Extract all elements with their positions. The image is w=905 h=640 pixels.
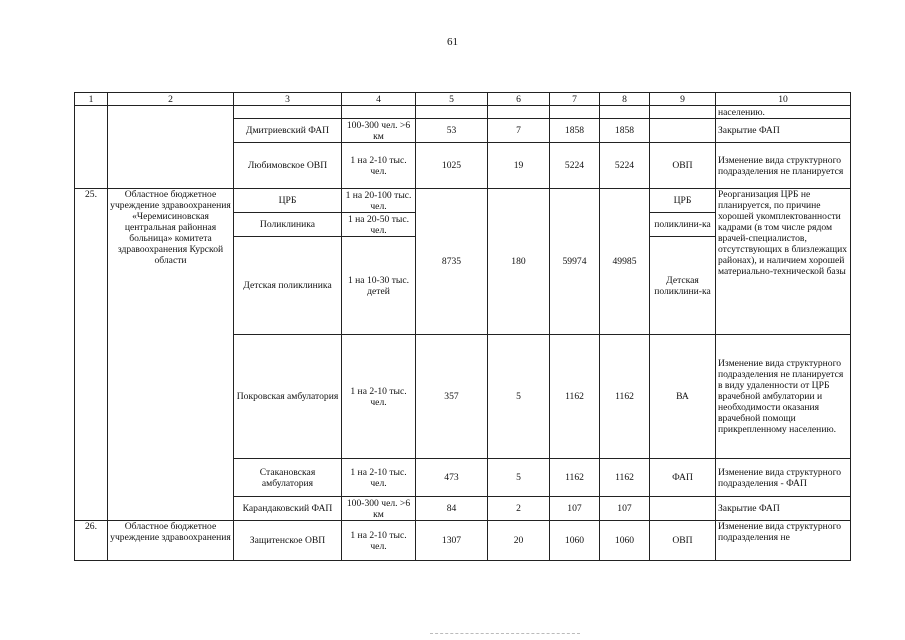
cell-children: 5 bbox=[488, 335, 550, 459]
cell-empty bbox=[600, 106, 650, 119]
col-header-4: 4 bbox=[342, 93, 416, 106]
cell-note: Закрытие ФАП bbox=[716, 119, 851, 143]
cell-organization: Областное бюджетное учреждение здравоохранения «Черемисиновская центральная районная больница» комитета здравоохранения Курской области bbox=[108, 189, 234, 521]
cell-children: 7 bbox=[488, 119, 550, 143]
cell-type bbox=[650, 119, 716, 143]
cell-type: поликлини-ка bbox=[650, 213, 716, 237]
cell-organization: Областное бюджетное учреждение здравоохранения bbox=[108, 521, 234, 561]
cell-type: ЦРБ bbox=[650, 189, 716, 213]
col-header-7: 7 bbox=[550, 93, 600, 106]
cell-empty bbox=[650, 106, 716, 119]
cell-children: 180 bbox=[488, 189, 550, 335]
cell-criteria: 1 на 20-100 тыс. чел. bbox=[342, 189, 416, 213]
cell-area-after: 1060 bbox=[600, 521, 650, 561]
cell-empty bbox=[108, 106, 234, 189]
cell-area-before: 5224 bbox=[550, 143, 600, 189]
cell-area-before: 59974 bbox=[550, 189, 600, 335]
table-row bbox=[75, 189, 851, 213]
cell-area-before: 1858 bbox=[550, 119, 600, 143]
cell-type: ОВП bbox=[650, 521, 716, 561]
cell-facility-name: Стакановская амбулатория bbox=[234, 459, 342, 497]
cell-area-before: 1162 bbox=[550, 335, 600, 459]
cell-population: 53 bbox=[416, 119, 488, 143]
col-header-1: 1 bbox=[75, 93, 108, 106]
col-header-6: 6 bbox=[488, 93, 550, 106]
table-row bbox=[75, 521, 851, 561]
cell-note: Закрытие ФАП bbox=[716, 497, 851, 521]
cell-population: 473 bbox=[416, 459, 488, 497]
cell-note: Реорганизация ЦРБ не планируется, по причине хорошей укомплектованности кадрами (в том числе рядом врачей-специалистов, отсутствующих в близлежащих районах), и наличием хорошей материально-технической базы bbox=[716, 189, 851, 335]
cell-type bbox=[650, 497, 716, 521]
cell-criteria: 1 на 2-10 тыс. чел. bbox=[342, 521, 416, 561]
cell-note: Изменение вида структурного подразделения не bbox=[716, 521, 851, 561]
cell-empty bbox=[342, 106, 416, 119]
cell-children: 20 bbox=[488, 521, 550, 561]
cell-row-number: 25. bbox=[75, 189, 108, 521]
cell-empty bbox=[416, 106, 488, 119]
cell-row-number: 26. bbox=[75, 521, 108, 561]
col-header-10: 10 bbox=[716, 93, 851, 106]
cell-area-after: 1162 bbox=[600, 335, 650, 459]
cell-children: 19 bbox=[488, 143, 550, 189]
col-header-8: 8 bbox=[600, 93, 650, 106]
facilities-table bbox=[74, 92, 851, 561]
table-row bbox=[75, 106, 851, 119]
cell-note: населению. bbox=[716, 106, 851, 119]
header-row bbox=[75, 93, 851, 106]
cell-area-before: 1060 bbox=[550, 521, 600, 561]
cell-area-after: 5224 bbox=[600, 143, 650, 189]
cell-empty bbox=[488, 106, 550, 119]
cell-note: Изменение вида структурного подразделения не планируется в виду удаленности от ЦРБ врачебной амбулатории и необходимости оказания врачебной помощи прикрепленному населению. bbox=[716, 335, 851, 459]
cell-facility-name: Карандаковский ФАП bbox=[234, 497, 342, 521]
cell-criteria: 1 на 2-10 тыс. чел. bbox=[342, 143, 416, 189]
col-header-5: 5 bbox=[416, 93, 488, 106]
cell-type: ВА bbox=[650, 335, 716, 459]
cell-population: 84 bbox=[416, 497, 488, 521]
cell-criteria: 1 на 10-30 тыс. детей bbox=[342, 237, 416, 335]
cell-note: Изменение вида структурного подразделения не планируется bbox=[716, 143, 851, 189]
cell-facility-name: Любимовское ОВП bbox=[234, 143, 342, 189]
col-header-9: 9 bbox=[650, 93, 716, 106]
cell-criteria: 100-300 чел. >6 км bbox=[342, 119, 416, 143]
cell-criteria: 1 на 20-50 тыс. чел. bbox=[342, 213, 416, 237]
cell-type: ФАП bbox=[650, 459, 716, 497]
cell-type: ОВП bbox=[650, 143, 716, 189]
cell-type: Детская поликлини-ка bbox=[650, 237, 716, 335]
cell-criteria: 100-300 чел. >6 км bbox=[342, 497, 416, 521]
cell-facility-name: Дмитриевский ФАП bbox=[234, 119, 342, 143]
cell-area-after: 1858 bbox=[600, 119, 650, 143]
cell-area-after: 49985 bbox=[600, 189, 650, 335]
cell-children: 5 bbox=[488, 459, 550, 497]
cell-note: Изменение вида структурного подразделения - ФАП bbox=[716, 459, 851, 497]
cell-empty bbox=[550, 106, 600, 119]
cell-area-before: 107 bbox=[550, 497, 600, 521]
cell-criteria: 1 на 2-10 тыс. чел. bbox=[342, 335, 416, 459]
cell-criteria: 1 на 2-10 тыс. чел. bbox=[342, 459, 416, 497]
cell-population: 1025 bbox=[416, 143, 488, 189]
col-header-3: 3 bbox=[234, 93, 342, 106]
cell-area-after: 107 bbox=[600, 497, 650, 521]
cell-facility-name: Детская поликлиника bbox=[234, 237, 342, 335]
cell-empty bbox=[234, 106, 342, 119]
cell-population: 1307 bbox=[416, 521, 488, 561]
col-header-2: 2 bbox=[108, 93, 234, 106]
page-number: 61 bbox=[447, 36, 458, 48]
cell-population: 357 bbox=[416, 335, 488, 459]
cell-facility-name: ЦРБ bbox=[234, 189, 342, 213]
cell-facility-name: Поликлиника bbox=[234, 213, 342, 237]
cell-area-after: 1162 bbox=[600, 459, 650, 497]
cell-area-before: 1162 bbox=[550, 459, 600, 497]
cell-children: 2 bbox=[488, 497, 550, 521]
cell-facility-name: Защитенское ОВП bbox=[234, 521, 342, 561]
cell-empty bbox=[75, 106, 108, 189]
scan-artifact-line bbox=[430, 633, 580, 636]
cell-population: 8735 bbox=[416, 189, 488, 335]
cell-facility-name: Покровская амбулатория bbox=[234, 335, 342, 459]
